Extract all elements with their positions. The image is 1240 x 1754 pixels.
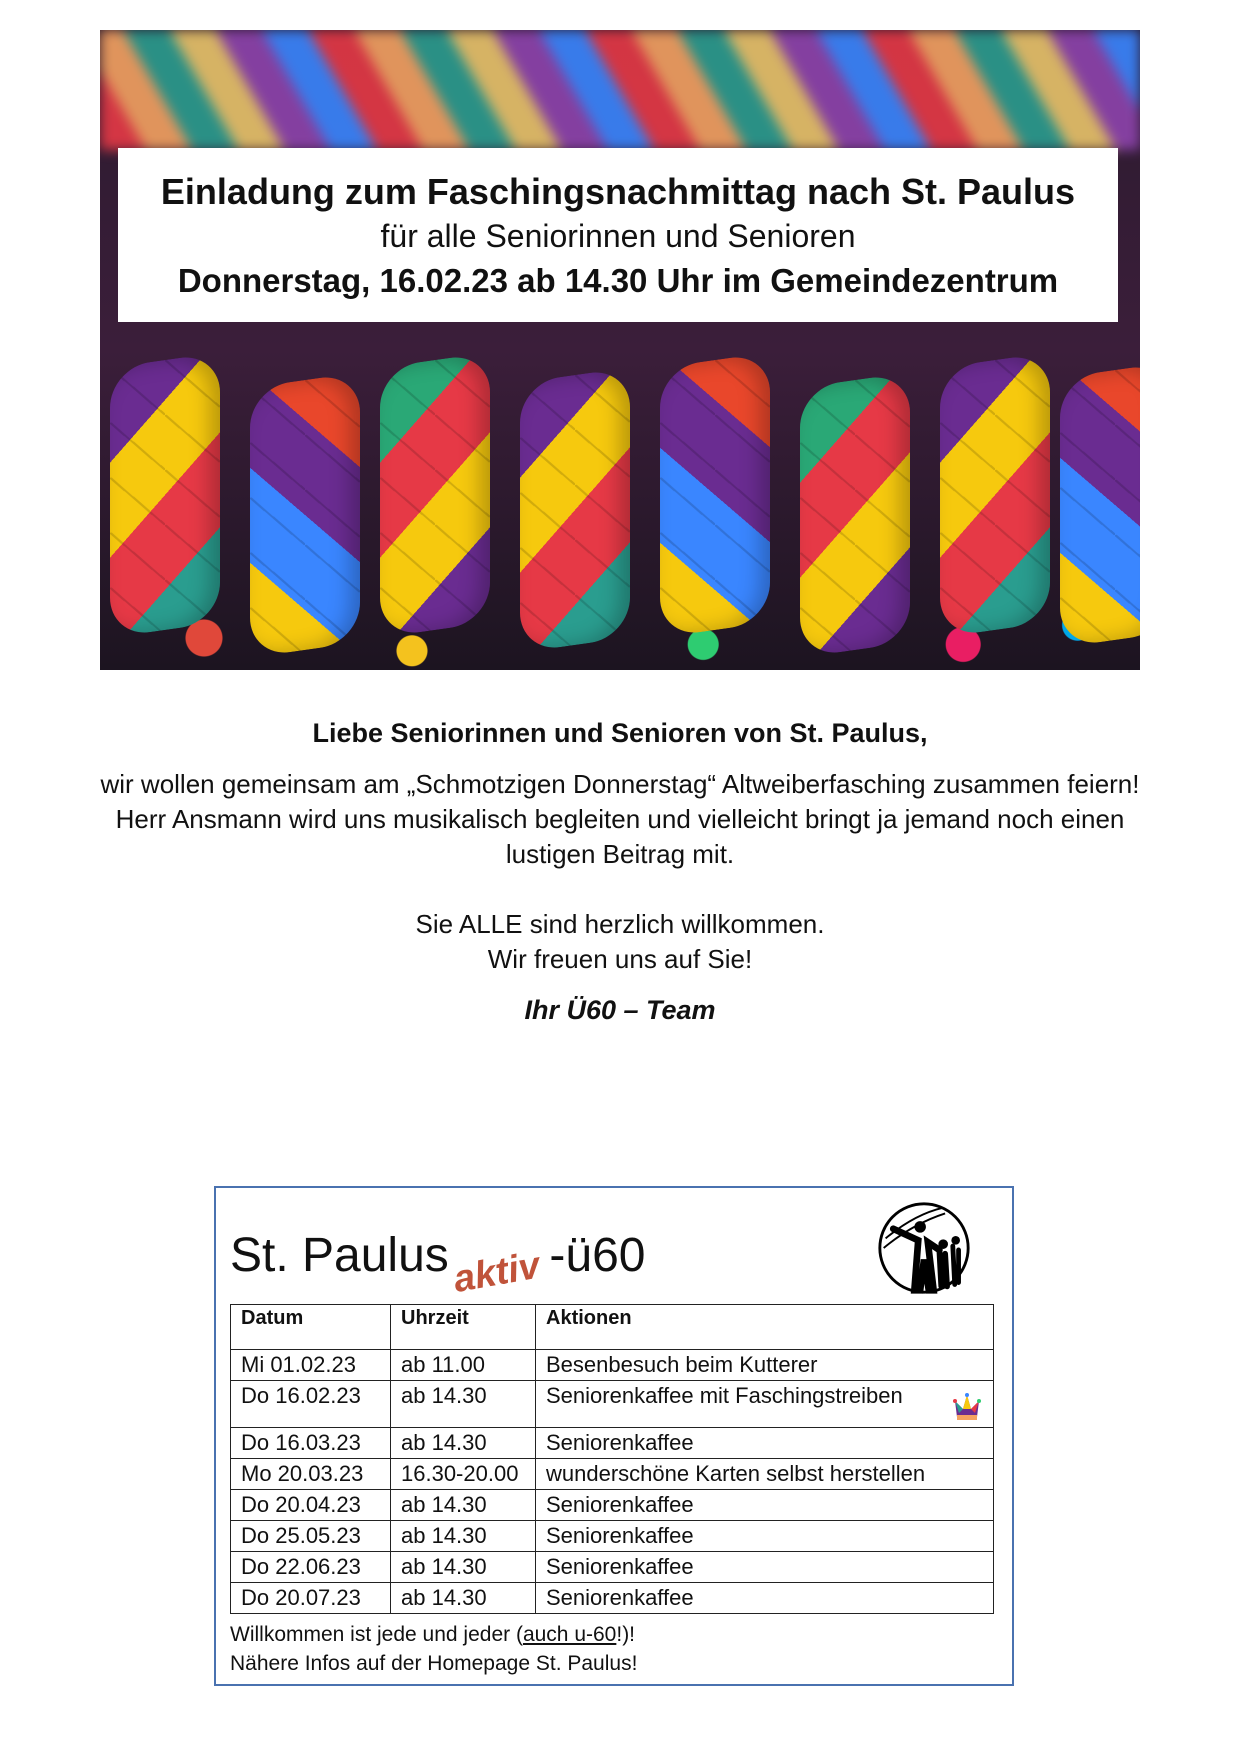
invitation-letter	[0, 705, 1240, 1026]
table-row	[231, 1552, 994, 1583]
cell-action: Seniorenkaffee	[536, 1583, 994, 1614]
welcome-line: Sie ALLE sind herzlich willkommen.	[415, 909, 825, 939]
cell-date: Do 20.04.23	[231, 1490, 391, 1521]
greeting: Liebe Seniorinnen und Senioren von St. Paulus,	[312, 718, 928, 748]
table-row	[231, 1381, 994, 1428]
cell-action	[536, 1381, 994, 1428]
invitation-title: Einladung zum Faschingsnachmittag nach St. Paulus	[160, 171, 1076, 212]
footer-info-line: Nähere Infos auf der Homepage St. Paulus!	[230, 1652, 638, 1675]
table-row	[231, 1583, 994, 1614]
cell-action: Besenbesuch beim Kutterer	[536, 1350, 994, 1381]
table-row	[231, 1459, 994, 1490]
cell-date: Do 16.03.23	[231, 1428, 391, 1459]
streamer-ribbon	[380, 352, 490, 637]
cell-time: ab 14.30	[391, 1552, 536, 1583]
cell-action-text: Seniorenkaffee mit Faschingstreiben	[546, 1383, 903, 1408]
cell-date: Do 20.07.23	[231, 1583, 391, 1614]
column-header-date: Datum	[231, 1305, 391, 1350]
title-suffix: -ü60	[549, 1229, 646, 1282]
cell-action: Seniorenkaffee	[536, 1490, 994, 1521]
streamer-ribbon	[250, 372, 360, 657]
footer-text: Willkommen ist jede und jeder (	[230, 1623, 523, 1646]
column-header-actions: Aktionen	[536, 1305, 994, 1350]
letter-body	[0, 767, 1240, 872]
table-row	[231, 1521, 994, 1552]
cell-date: Mi 01.02.23	[231, 1350, 391, 1381]
table-header-row	[231, 1305, 994, 1350]
table-row	[231, 1428, 994, 1459]
streamer-ribbon	[110, 352, 220, 637]
cell-action: Seniorenkaffee	[536, 1552, 994, 1583]
cell-time: ab 14.30	[391, 1490, 536, 1521]
cell-action: Seniorenkaffee	[536, 1428, 994, 1459]
streamer-ribbon	[1060, 362, 1140, 647]
welcome-text	[0, 907, 1240, 977]
cell-action: wunderschöne Karten selbst herstellen	[536, 1459, 994, 1490]
title-accent: aktiv	[450, 1244, 543, 1301]
hero-image	[100, 30, 1140, 670]
cell-time: ab 14.30	[391, 1521, 536, 1552]
cell-time: ab 11.00	[391, 1350, 536, 1381]
title-prefix: St. Paulus	[230, 1229, 449, 1282]
cell-date: Do 25.05.23	[231, 1521, 391, 1552]
streamer-ribbon	[520, 367, 630, 652]
cell-time: ab 14.30	[391, 1583, 536, 1614]
cell-date: Do 22.06.23	[231, 1552, 391, 1583]
footer-welcome-line	[230, 1620, 637, 1649]
cell-action: Seniorenkaffee	[536, 1521, 994, 1552]
cell-date: Mo 20.03.23	[231, 1459, 391, 1490]
invitation-banner	[118, 148, 1118, 322]
cell-time: ab 14.30	[391, 1381, 536, 1428]
streamer-ribbon	[800, 372, 910, 657]
table-row	[231, 1350, 994, 1381]
streamer-ribbon	[660, 352, 770, 637]
footer-text: !)!	[616, 1623, 636, 1646]
schedule-box	[214, 1186, 1014, 1686]
jester-hat-icon	[951, 1393, 983, 1423]
schedule-table	[230, 1304, 994, 1614]
footer-underlined-text: auch u-60	[522, 1623, 617, 1646]
body-line: wir wollen gemeinsam am „Schmotzigen Donnerstag“ Altweiberfasching zusammen feiern!	[100, 769, 1140, 799]
column-header-time: Uhrzeit	[391, 1305, 536, 1350]
schedule-footer	[230, 1620, 637, 1678]
streamer-band	[100, 30, 1140, 150]
cell-time: ab 14.30	[391, 1428, 536, 1459]
table-row	[231, 1490, 994, 1521]
people-circle-logo-icon	[876, 1200, 972, 1296]
body-line: Herr Ansmann wird uns musikalisch begleiten und vielleicht bringt ja jemand noch einen	[115, 804, 1125, 834]
body-line: lustigen Beitrag mit.	[505, 839, 735, 869]
cell-time: 16.30-20.00	[391, 1459, 536, 1490]
welcome-line: Wir freuen uns auf Sie!	[487, 944, 753, 974]
invitation-date: Donnerstag, 16.02.23 ab 14.30 Uhr im Gemeindezentrum	[177, 262, 1059, 299]
schedule-title	[230, 1229, 646, 1301]
invitation-subtitle: für alle Seniorinnen und Senioren	[380, 218, 856, 254]
signature: Ihr Ü60 – Team	[524, 995, 716, 1025]
cell-date: Do 16.02.23	[231, 1381, 391, 1428]
streamer-ribbon	[940, 352, 1050, 637]
